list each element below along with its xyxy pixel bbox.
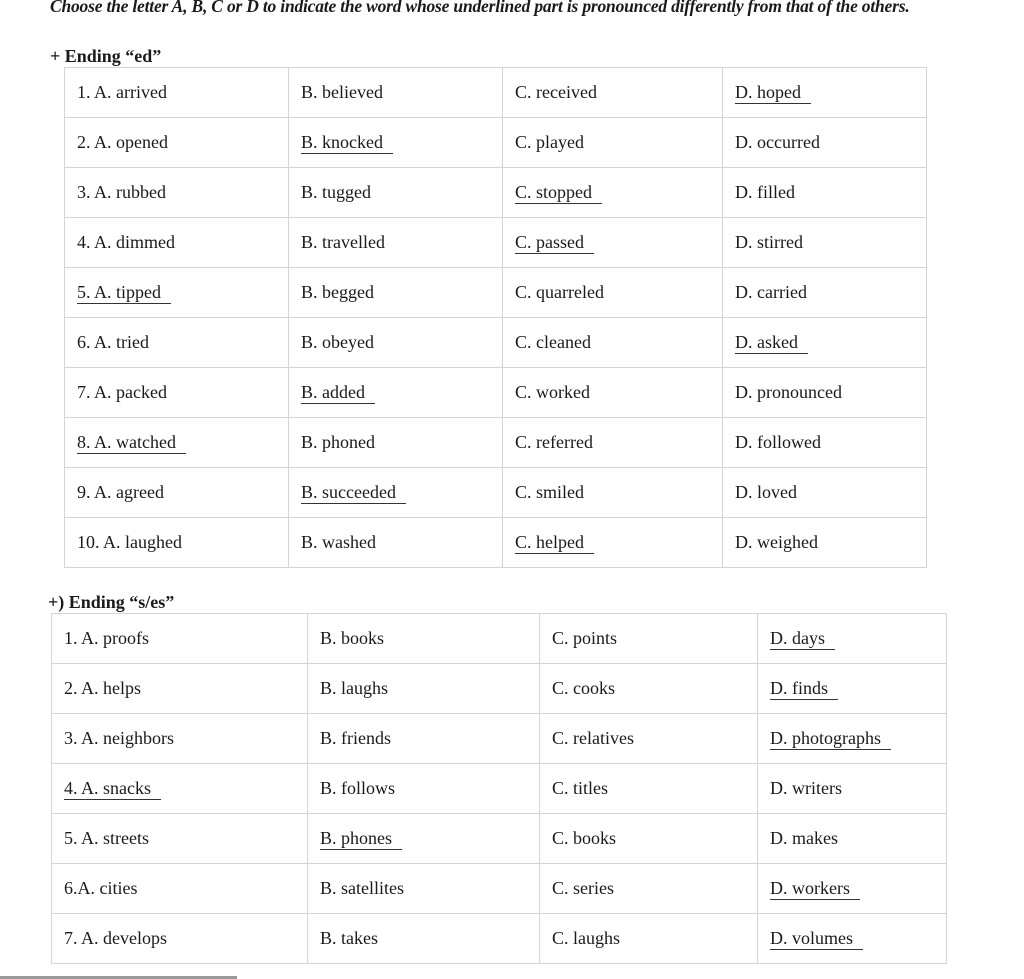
answer-option: D. writers <box>770 778 842 798</box>
instruction-text: Choose the letter A, B, C or D to indicate the word whose underlined part is pronounced differently from that of the others. <box>50 0 910 16</box>
answer-option: C. cooks <box>552 678 615 698</box>
option-cell <box>723 468 927 518</box>
underlined-answer-option: B. phones <box>320 828 402 850</box>
answer-option: C. relatives <box>552 728 634 748</box>
option-cell <box>503 118 723 168</box>
underlined-answer-option: B. added <box>301 382 375 404</box>
underlined-answer-option: C. helped <box>515 532 594 554</box>
option-cell <box>52 714 308 764</box>
option-cell <box>289 268 503 318</box>
option-cell <box>289 518 503 568</box>
table-row <box>65 418 927 468</box>
option-cell <box>540 914 758 964</box>
answer-option: B. phoned <box>301 432 375 452</box>
table-row <box>52 614 947 664</box>
option-cell <box>723 68 927 118</box>
answer-option: 5. A. streets <box>64 828 149 848</box>
answer-option: 3. A. neighbors <box>64 728 174 748</box>
answer-option: B. books <box>320 628 385 648</box>
table-row <box>65 318 927 368</box>
answer-option: C. referred <box>515 432 593 452</box>
option-cell <box>758 664 947 714</box>
option-cell <box>540 814 758 864</box>
answer-option: D. weighed <box>735 532 818 552</box>
answer-option: C. books <box>552 828 617 848</box>
option-cell <box>65 518 289 568</box>
table-row <box>65 468 927 518</box>
answer-option: D. followed <box>735 432 821 452</box>
underlined-answer-option: 4. A. snacks <box>64 778 161 800</box>
answer-option: C. titles <box>552 778 609 798</box>
option-cell <box>52 764 308 814</box>
answer-option: 9. A. agreed <box>77 482 164 502</box>
answer-option: C. cleaned <box>515 332 591 352</box>
option-cell <box>308 864 540 914</box>
underlined-answer-option: 5. A. tipped <box>77 282 171 304</box>
answer-option: B. friends <box>320 728 391 748</box>
option-cell <box>723 518 927 568</box>
underlined-answer-option: 8. A. watched <box>77 432 186 454</box>
answer-option: 2. A. helps <box>64 678 142 698</box>
underlined-answer-option: B. knocked <box>301 132 393 154</box>
answer-option: C. quarreled <box>515 282 604 302</box>
answer-option: C. worked <box>515 382 590 402</box>
answer-option: 2. A. opened <box>77 132 168 152</box>
option-cell <box>308 714 540 764</box>
underlined-answer-option: D. finds <box>770 678 838 700</box>
answer-option: B. takes <box>320 928 378 948</box>
answer-option: B. travelled <box>301 232 385 252</box>
underlined-answer-option: C. passed <box>515 232 594 254</box>
option-cell <box>289 318 503 368</box>
option-cell <box>723 168 927 218</box>
underlined-answer-option: B. succeeded <box>301 482 406 504</box>
option-cell <box>758 614 947 664</box>
option-cell <box>758 914 947 964</box>
table-row <box>52 814 947 864</box>
answer-option: D. occurred <box>735 132 820 152</box>
answer-option: 10. A. laughed <box>77 532 182 552</box>
table-row <box>52 714 947 764</box>
table-row <box>65 168 927 218</box>
answer-option: 4. A. dimmed <box>77 232 175 252</box>
option-cell <box>723 218 927 268</box>
option-cell <box>308 764 540 814</box>
option-cell <box>52 664 308 714</box>
option-cell <box>540 864 758 914</box>
option-cell <box>289 168 503 218</box>
option-cell <box>308 664 540 714</box>
option-cell <box>540 664 758 714</box>
option-cell <box>723 418 927 468</box>
answer-option: B. believed <box>301 82 383 102</box>
table-row <box>65 68 927 118</box>
table-row <box>52 664 947 714</box>
option-cell <box>758 714 947 764</box>
answer-option: C. received <box>515 82 597 102</box>
option-cell <box>503 68 723 118</box>
answer-option: B. tugged <box>301 182 371 202</box>
option-cell <box>723 318 927 368</box>
option-cell <box>723 368 927 418</box>
table-row <box>52 914 947 964</box>
answer-option: 7. A. develops <box>64 928 167 948</box>
answer-option: C. points <box>552 628 618 648</box>
answer-option: D. carried <box>735 282 807 302</box>
underlined-answer-option: D. days <box>770 628 835 650</box>
answer-option: B. laughs <box>320 678 389 698</box>
option-cell <box>289 468 503 518</box>
option-cell <box>308 914 540 964</box>
option-cell <box>503 268 723 318</box>
underlined-answer-option: D. photographs <box>770 728 891 750</box>
table-row <box>65 518 927 568</box>
underlined-answer-option: C. stopped <box>515 182 602 204</box>
table-row <box>65 118 927 168</box>
option-cell <box>758 814 947 864</box>
option-cell <box>65 118 289 168</box>
table-row <box>65 268 927 318</box>
option-cell <box>503 318 723 368</box>
option-cell <box>289 68 503 118</box>
option-cell <box>503 418 723 468</box>
option-cell <box>503 218 723 268</box>
ed-ending-table <box>64 67 927 568</box>
answer-option: B. begged <box>301 282 374 302</box>
answer-option: C. smiled <box>515 482 585 502</box>
answer-option: D. stirred <box>735 232 803 252</box>
option-cell <box>65 218 289 268</box>
answer-option: D. filled <box>735 182 795 202</box>
option-cell <box>289 418 503 468</box>
option-cell <box>65 318 289 368</box>
underlined-answer-option: D. workers <box>770 878 860 900</box>
option-cell <box>503 518 723 568</box>
option-cell <box>758 764 947 814</box>
option-cell <box>503 168 723 218</box>
answer-option: B. satellites <box>320 878 404 898</box>
table-row <box>65 218 927 268</box>
answer-option: B. washed <box>301 532 376 552</box>
answer-option: D. makes <box>770 828 838 848</box>
answer-option: C. played <box>515 132 584 152</box>
answer-option: D. loved <box>735 482 797 502</box>
answer-option: 3. A. rubbed <box>77 182 166 202</box>
answer-option: 7. A. packed <box>77 382 167 402</box>
answer-option: C. laughs <box>552 928 621 948</box>
option-cell <box>758 864 947 914</box>
option-cell <box>308 814 540 864</box>
option-cell <box>52 914 308 964</box>
answer-option: C. series <box>552 878 614 898</box>
option-cell <box>65 468 289 518</box>
table-row <box>52 764 947 814</box>
option-cell <box>289 218 503 268</box>
option-cell <box>289 368 503 418</box>
option-cell <box>52 614 308 664</box>
underlined-answer-option: D. volumes <box>770 928 863 950</box>
option-cell <box>540 714 758 764</box>
option-cell <box>503 368 723 418</box>
section-heading-s-es: +) Ending “s/es” <box>48 592 175 612</box>
underlined-answer-option: D. asked <box>735 332 808 354</box>
answer-option: 6.A. cities <box>64 878 138 898</box>
option-cell <box>65 68 289 118</box>
option-cell <box>65 168 289 218</box>
answer-option: 6. A. tried <box>77 332 149 352</box>
option-cell <box>723 118 927 168</box>
option-cell <box>65 368 289 418</box>
option-cell <box>52 814 308 864</box>
option-cell <box>52 864 308 914</box>
answer-option: 1. A. arrived <box>77 82 167 102</box>
table-row <box>52 864 947 914</box>
option-cell <box>503 468 723 518</box>
option-cell <box>308 614 540 664</box>
option-cell <box>289 118 503 168</box>
table-row <box>65 368 927 418</box>
answer-option: D. pronounced <box>735 382 842 402</box>
answer-option: 1. A. proofs <box>64 628 149 648</box>
answer-option: B. obeyed <box>301 332 374 352</box>
option-cell <box>540 764 758 814</box>
option-cell <box>65 268 289 318</box>
option-cell <box>723 268 927 318</box>
section-heading-ed: + Ending “ed” <box>50 46 162 66</box>
option-cell <box>65 418 289 468</box>
underlined-answer-option: D. hoped <box>735 82 811 104</box>
option-cell <box>540 614 758 664</box>
answer-option: B. follows <box>320 778 396 798</box>
s-es-ending-table <box>51 613 947 964</box>
